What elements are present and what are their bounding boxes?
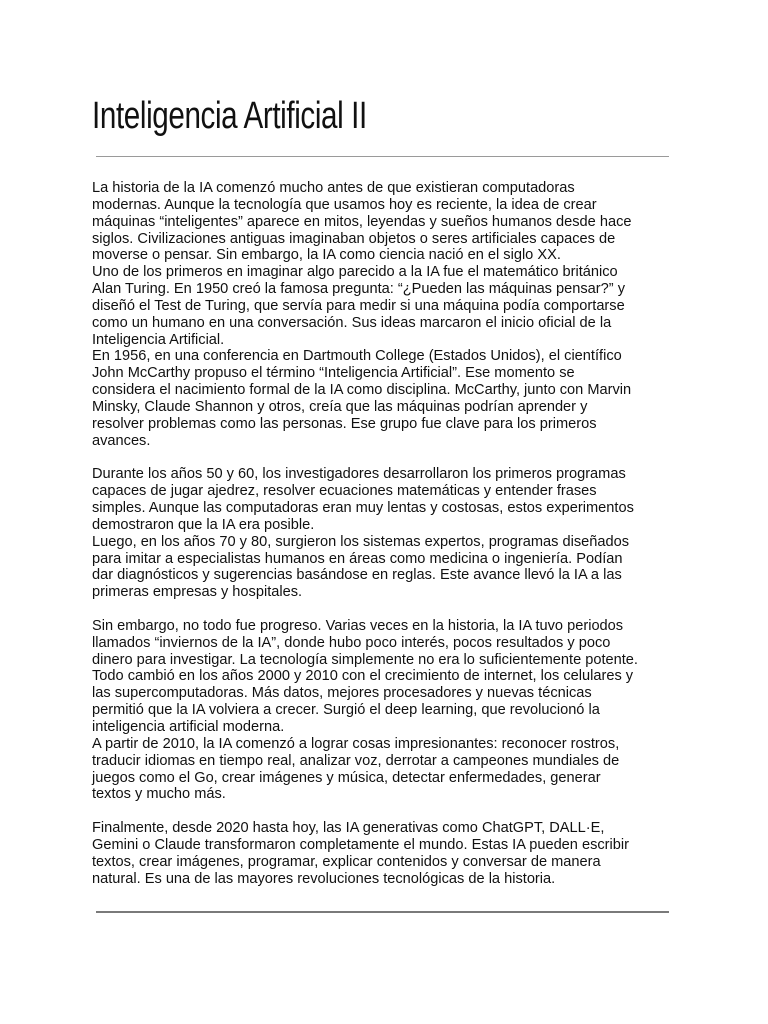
body-text-line: como un humano en una conversación. Sus ideas marcaron el inicio oficial de la	[92, 314, 612, 331]
body-text-line: avances.	[92, 432, 151, 449]
body-text-line: Durante los años 50 y 60, los investigadores desarrollaron los primeros programas	[92, 466, 626, 483]
body-text-line: para imitar a especialistas humanos en áreas como medicina o ingeniería. Podían	[92, 550, 623, 567]
body-text-line: Sin embargo, no todo fue progreso. Varias veces en la historia, la IA tuvo periodos	[92, 617, 624, 634]
body-text-line: Todo cambió en los años 2000 y 2010 con el crecimiento de internet, los celulares y	[92, 668, 634, 685]
title-divider	[96, 156, 669, 157]
body-text-line: traducir idiomas en tiempo real, analizar voz, derrotar a campeones mundiales de	[92, 752, 620, 769]
body-text-line: permitió que la IA volviera a crecer. Surgió el deep learning, que revolucionó la	[92, 702, 600, 719]
body-text-line: resolver problemas como las personas. Ese grupo fue clave para los primeros	[92, 415, 597, 432]
body-text-line: demostraron que la IA era posible.	[92, 516, 315, 533]
body-text-line: A partir de 2010, la IA comenzó a lograr cosas impresionantes: reconocer rostros,	[92, 735, 620, 752]
footer-divider	[96, 911, 669, 913]
body-text-line: Luego, en los años 70 y 80, surgieron los sistemas expertos, programas diseñados	[92, 533, 630, 550]
paragraph-break	[92, 450, 682, 467]
body-text-line: dar diagnósticos y sugerencias basándose en reglas. Este avance llevó la IA a las	[92, 567, 622, 584]
body-text-line: Minsky, Claude Shannon y otros, creía que las máquinas podrían aprender y	[92, 398, 588, 415]
paragraph-break	[92, 601, 682, 618]
document-title: Inteligencia Artificial II	[92, 95, 367, 137]
body-text-line: Uno de los primeros en imaginar algo parecido a la IA fue el matemático británico	[92, 264, 618, 281]
body-text-line: Alan Turing. En 1950 creó la famosa pregunta: “¿Pueden las máquinas pensar?” y	[92, 281, 625, 298]
document-body	[92, 180, 682, 887]
body-text-line: En 1956, en una conferencia en Dartmouth College (Estados Unidos), el científico	[92, 348, 622, 365]
body-text-line: moverse o pensar. Sin embargo, la IA como ciencia nació en el siglo XX.	[92, 247, 561, 264]
body-text-line: natural. Es una de las mayores revoluciones tecnológicas de la historia.	[92, 870, 556, 887]
body-text-line: considera el nacimiento formal de la IA como disciplina. McCarthy, junto con Marvin	[92, 382, 632, 399]
body-text-line: simples. Aunque las computadoras eran muy lentas y costosas, estos experimentos	[92, 500, 634, 517]
body-text-line: La historia de la IA comenzó mucho antes de que existieran computadoras	[92, 180, 575, 196]
body-text-line: modernas. Aunque la tecnología que usamos hoy es reciente, la idea de crear	[92, 196, 597, 213]
body-text-line: diseñó el Test de Turing, que servía para medir si una máquina podía comportarse	[92, 297, 625, 314]
body-text-line: capaces de jugar ajedrez, resolver ecuaciones matemáticas y entender frases	[92, 483, 597, 500]
body-text-line: textos y mucho más.	[92, 786, 226, 803]
body-text-line: Finalmente, desde 2020 hasta hoy, las IA generativas como ChatGPT, DALL·E,	[92, 820, 605, 837]
body-text-line: Inteligencia Artificial.	[92, 331, 225, 348]
paragraph-break	[92, 803, 682, 820]
body-text-line: textos, crear imágenes, programar, explicar contenidos y conversar de manera	[92, 853, 601, 870]
body-text-line: juegos como el Go, crear imágenes y música, detectar enfermedades, generar	[92, 769, 601, 786]
body-text-line: inteligencia artificial moderna.	[92, 719, 285, 735]
body-text-line: John McCarthy propuso el término “Inteligencia Artificial”. Ese momento se	[92, 365, 575, 382]
body-text-line: llamados “inviernos de la IA”, donde hubo poco interés, pocos resultados y poco	[92, 634, 611, 651]
body-text-line: siglos. Civilizaciones antiguas imaginaban objetos o seres artificiales capaces de	[92, 230, 616, 247]
body-text-line: las supercomputadoras. Más datos, mejores procesadores y nuevas técnicas	[92, 685, 592, 702]
body-text-line: primeras empresas y hospitales.	[92, 584, 303, 601]
body-text-line: Gemini o Claude transformaron completamente el mundo. Estas IA pueden escribir	[92, 836, 629, 853]
body-text-line: dinero para investigar. La tecnología simplemente no era lo suficientemente potente.	[92, 651, 638, 668]
body-text-line: máquinas “inteligentes” aparece en mitos, leyendas y sueños humanos desde hace	[92, 213, 632, 230]
